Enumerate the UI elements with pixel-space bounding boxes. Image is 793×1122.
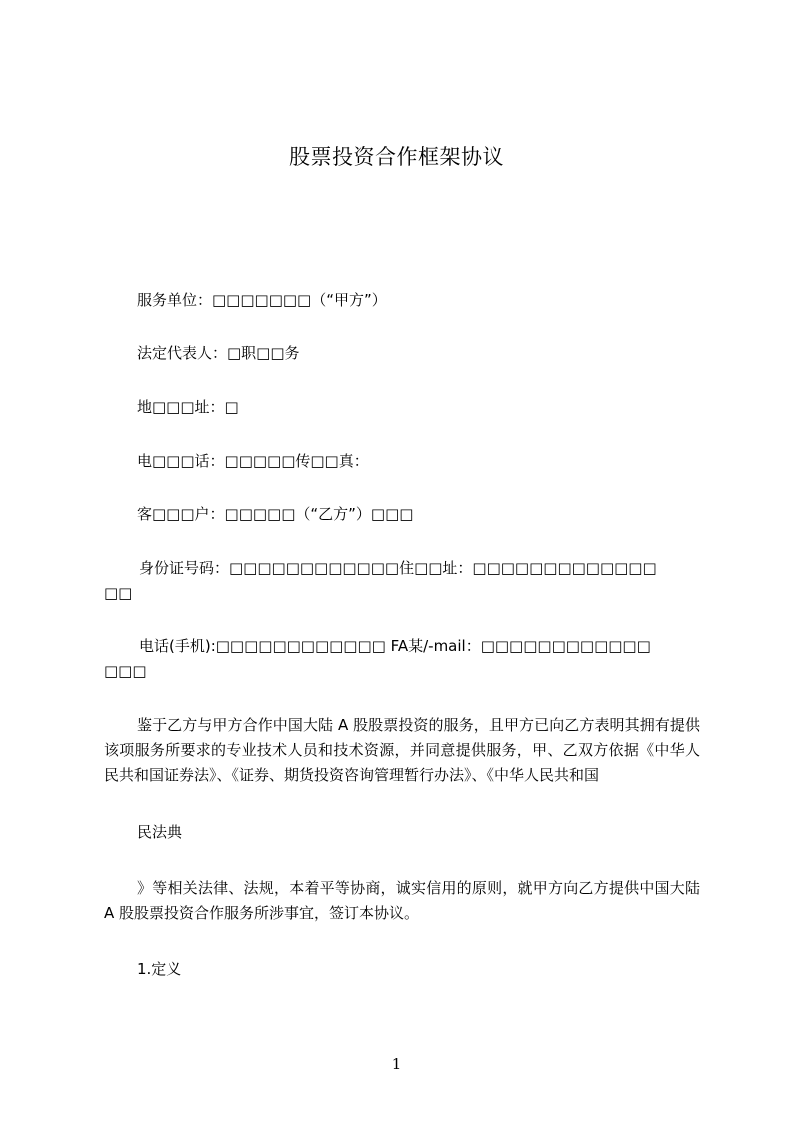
recital-paragraph: 鉴于乙方与甲方合作中国大陆 A 股股票投资的服务，且甲方已向乙方表明其拥有提供该项服务所要求的专业技术人员和技术资源，并同意提供服务，甲、乙双方依据《中华人民共和国证券法》、《证券、期货投资咨询管理暂行办法》、《中华人民共和国 xyxy=(104,716,700,784)
party-b-phone-email-line2: □□□ xyxy=(104,662,147,680)
party-a-phone-fax: 电□□□话：□□□□□传□□真： xyxy=(137,452,369,470)
party-a-address: 地□□□址：□ xyxy=(137,398,239,416)
party-b-id-address-line1: 身份证号码：□□□□□□□□□□□□住□□址：□□□□□□□□□□□□□ xyxy=(139,559,657,577)
civil-code-line: 民法典 xyxy=(137,823,183,841)
party-a-legal-representative: 法定代表人：□职□□务 xyxy=(137,344,300,362)
party-b-client: 客□□□户：□□□□□（“乙方”）□□□ xyxy=(137,505,414,523)
party-b-id-address-line2: □□ xyxy=(104,584,133,602)
party-b-phone-email-line1: 电话(手机):□□□□□□□□□□□□ FA某/-mail：□□□□□□□□□□□□ xyxy=(139,637,651,655)
party-a-service-unit: 服务单位：□□□□□□□（“甲方”） xyxy=(137,291,387,309)
recital-continued-paragraph: 》等相关法律、法规，本着平等协商，诚实信用的原则，就甲方向乙方提供中国大陆 A 股股票投资合作服务所涉事宜，签订本协议。 xyxy=(104,879,700,922)
section-1-heading: 1.定义 xyxy=(137,960,182,978)
page-number: 1 xyxy=(391,1055,402,1073)
document-title: 股票投资合作框架协议 xyxy=(289,145,504,169)
